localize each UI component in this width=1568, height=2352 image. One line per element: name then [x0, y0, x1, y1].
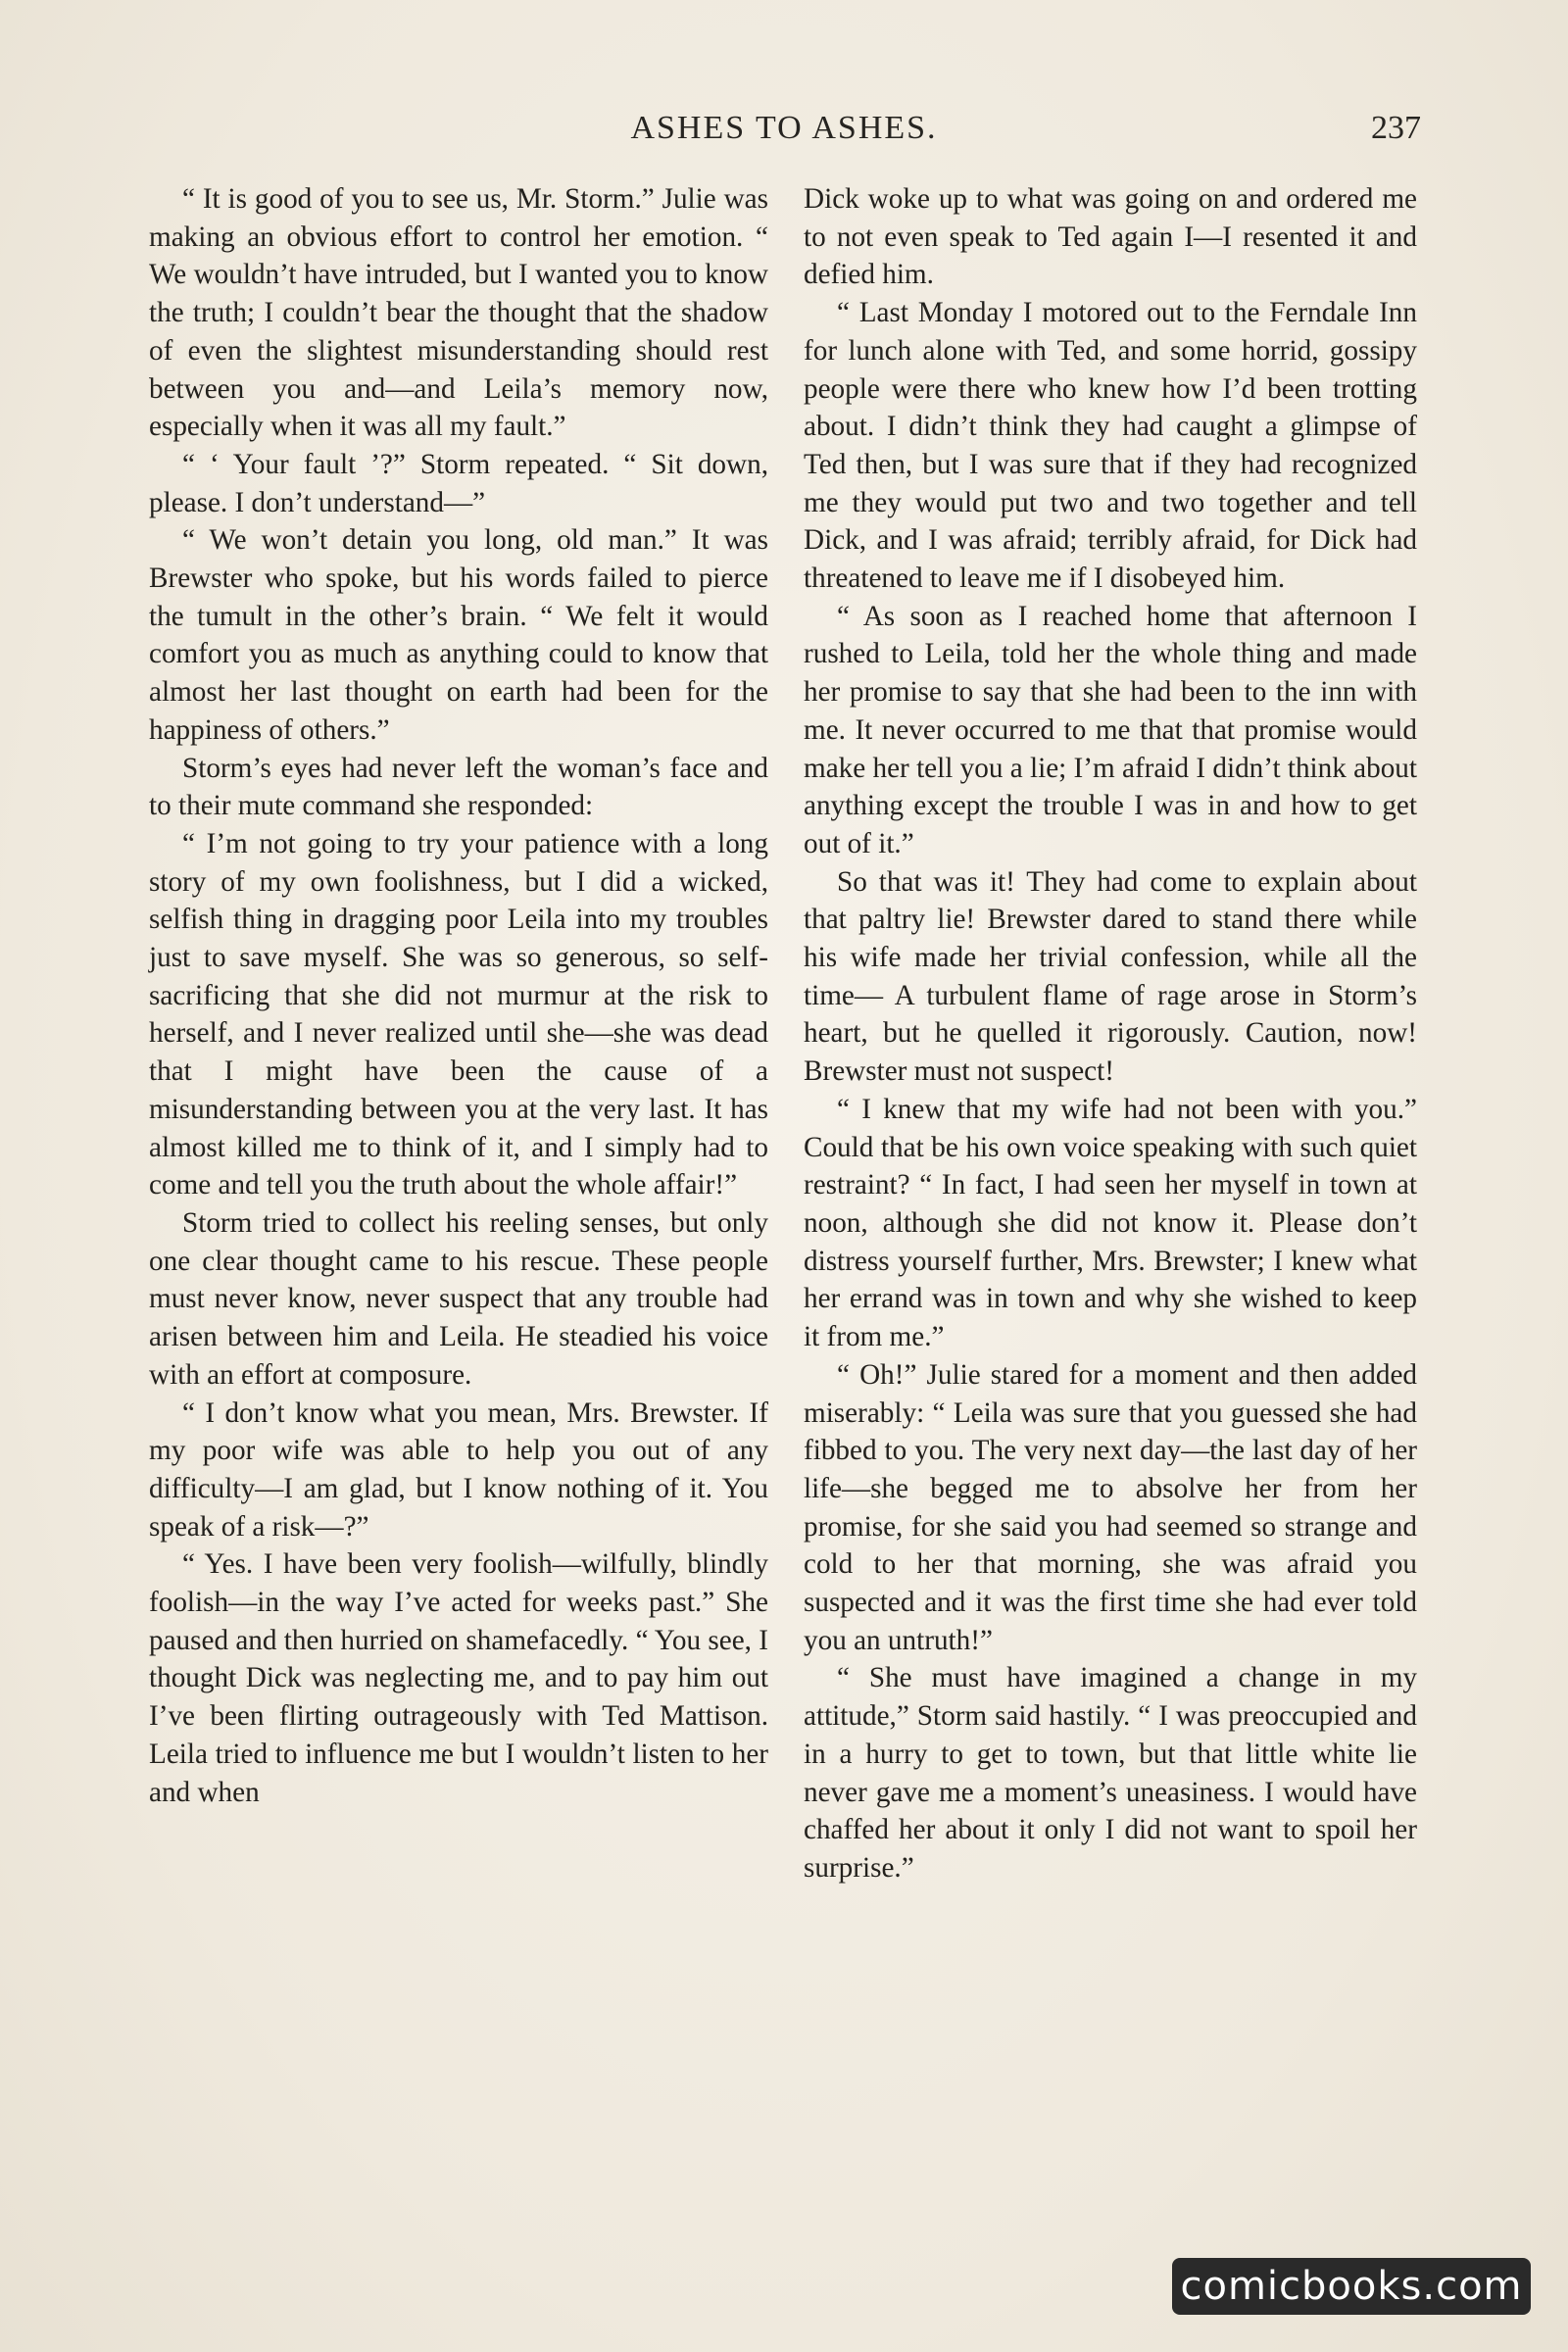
paragraph: “ Yes. I have been very foolish—wilfully, blindly foolish—in the way I’ve acted for weeks past.” She paused and then hurried on shamefacedly. “ You see, I thought Dick was neglecting me, and to pay him out I’ve been flirting outrageously with Ted Mattison. Leila tried to influence me but I wouldn’t listen to her and when [149, 1548, 768, 1808]
watermark: comicbooks.com [1172, 2258, 1531, 2315]
paragraph: “ I’m not going to try your patience with a long story of my own foolishness, but I did a wicked, selfish thing in dragging poor Leila into my troubles just to save myself. She was so generous, so self-sacrificing that she did not murmur at the risk to herself, and I never realized until she—she was dead that I might have been the cause of a misunderstanding between you at the very last. It has almost killed me to think of it, and I simply had to come and tell you the truth about the whole affair!” [149, 827, 768, 1201]
paragraph: So that was it! They had come to explain about that paltry lie! Brewster dared to stand there while his wife made her trivial confession, while all the time— A turbulent flame of rage arose in Storm’s heart, but he quelled it rigorously. Caution, now! Brewster must not suspect! [804, 865, 1417, 1088]
paragraph: Storm tried to collect his reeling senses, but only one clear thought came to his rescue. These people must never know, never suspect that any trouble had arisen between him and Leila. He steadied his voice with an effort at composure. [149, 1206, 768, 1391]
paragraph-continued: Dick woke up to what was going on and ordered me to not even speak to Ted again I—I resented it and defied him. [804, 183, 1417, 291]
paragraph: “ It is good of you to see us, Mr. Storm.” Julie was making an obvious effort to control her emotion. “ We wouldn’t have intruded, but I wanted you to know the truth; I couldn’t bear the thought that the shadow of even the slightest misunderstanding should rest between you and—and Leila’s memory now, especially when it was all my fault.” [149, 183, 768, 443]
paragraph: “ I don’t know what you mean, Mrs. Brewster. If my poor wife was able to help you out of any difficulty—I am glad, but I know nothing of it. You speak of a risk—?” [149, 1396, 768, 1543]
paragraph: “ Last Monday I motored out to the Ferndale Inn for lunch alone with Ted, and some horrid, gossipy people were there who knew how I’d been trotting about. I didn’t think they had caught a glimpse of Ted then, but I was sure that if they had recognized me they would put two and two together and tell Dick, and I was afraid; terribly afraid, for Dick had threatened to leave me if I disobeyed him. [804, 297, 1417, 595]
running-title: ASHES TO ASHES. [630, 110, 938, 146]
paragraph: “ I knew that my wife had not been with you.” Could that be his own voice speaking with such quiet restraint? “ In fact, I had seen her myself in town at noon, although she did not know it. Please don’t distress yourself further, Mrs. Brewster; I knew what her errand was in town and why she wished to keep it from me.” [804, 1093, 1417, 1353]
paragraph: Storm’s eyes had never left the woman’s face and to their mute command she responded: [149, 752, 768, 822]
page-number: 237 [1371, 110, 1421, 146]
right-column [804, 180, 1417, 1887]
paragraph: “ As soon as I reached home that afternoon I rushed to Leila, told her the whole thing and made her promise to say that she had been to the inn with me. It never occurred to me that that promise would make her tell you a lie; I’m afraid I didn’t think about anything except the trouble I was in and how to get out of it.” [804, 600, 1417, 859]
paragraph: “ She must have imagined a change in my attitude,” Storm said hastily. “ I was preoccupied and in a hurry to get to town, but that little white lie never gave me a moment’s uneasiness. I would have chaffed her about it only I did not want to spoil her surprise.” [804, 1662, 1417, 1884]
paragraph: “ ‘ Your fault ’?” Storm repeated. “ Sit down, please. I don’t understand—” [149, 448, 768, 518]
paragraph: “ We won’t detain you long, old man.” It was Brewster who spoke, but his words failed to pierce the tumult in the other’s brain. “ We felt it would comfort you as much as anything could to know that almost her last thought on earth had been for the happiness of others.” [149, 524, 768, 746]
paragraph: “ Oh!” Julie stared for a moment and then added miserably: “ Leila was sure that you guessed she had fibbed to you. The very next day—the last day of her life—she begged me to absolve her from her promise, for she said you had seemed so strange and cold to her that morning, she was afraid you suspected and it was the first time she had ever told you an untruth!” [804, 1358, 1417, 1656]
left-column [149, 180, 768, 1811]
running-header [147, 110, 1421, 159]
